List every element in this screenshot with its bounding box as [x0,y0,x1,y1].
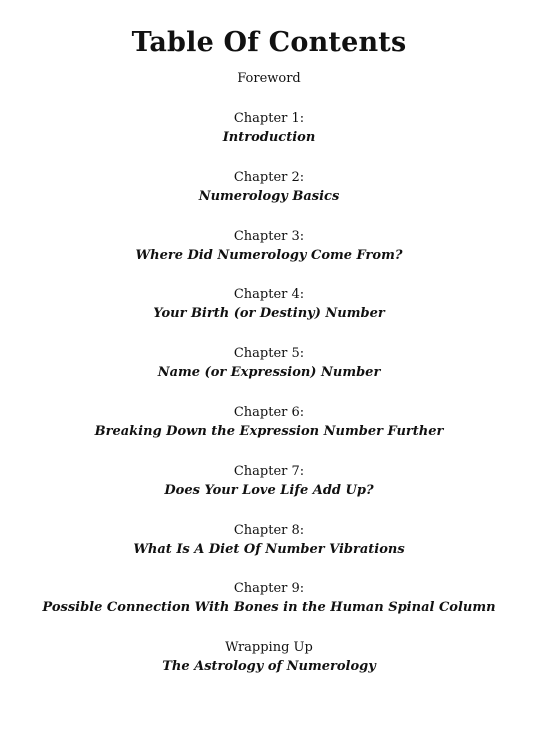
chapter-label: Chapter 2: [233,169,305,185]
chapter-title: Introduction [222,130,316,145]
toc-entry-chapter-4 [0,286,538,345]
toc-entry-chapter-8 [0,522,538,581]
toc-entry-chapter-9 [0,580,538,639]
toc-foreword: Foreword [237,71,301,86]
toc-entry-chapter-6 [0,404,538,463]
chapter-label: Chapter 9: [233,581,305,597]
chapter-title: What Is A Diet Of Number Vibrations [133,541,405,557]
toc-entry-chapter-5 [0,345,538,404]
chapter-label: Chapter 8: [233,522,305,538]
chapter-label: Chapter 6: [233,404,305,420]
toc-entry-chapter-3 [0,228,538,287]
chapter-title: Does Your Love Life Add Up? [164,482,374,498]
chapter-label: Chapter 7: [233,463,305,479]
chapter-title: Name (or Expression) Number [157,365,381,381]
chapter-title: Breaking Down the Expression Number Further [94,423,444,439]
chapter-label: Chapter 1: [233,111,305,126]
chapter-title: Possible Connection With Bones in the Human Spinal Column [42,600,496,616]
toc-entry-chapter-2 [0,169,538,228]
chapter-label: Wrapping Up [225,640,313,656]
chapter-label: Chapter 3: [233,228,305,244]
chapter-title: Where Did Numerology Come From? [135,247,403,263]
chapter-title: Numerology Basics [198,188,340,204]
page-title: Table Of Contents [131,27,407,58]
toc-entry-wrapping-up [0,639,538,698]
toc-entries [0,110,538,698]
chapter-title: Your Birth (or Destiny) Number [153,306,385,322]
chapter-label: Chapter 4: [233,287,305,303]
toc-entry-chapter-1 [0,110,538,169]
toc-entry-chapter-7 [0,463,538,522]
chapter-label: Chapter 5: [233,346,305,362]
chapter-title: The Astrology of Numerology [162,659,376,675]
